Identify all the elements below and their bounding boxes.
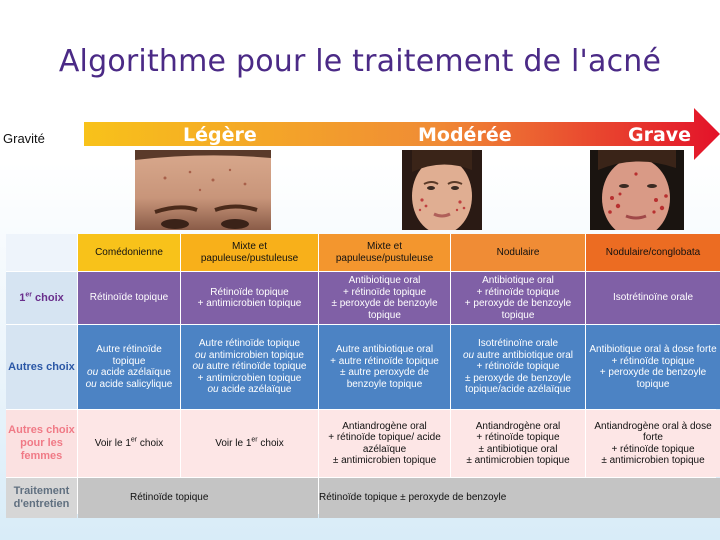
header-comedonienne: Comédonienne — [78, 234, 180, 271]
cell-line: + rétinoïde topique — [476, 286, 560, 298]
row-label-first-rest: choix — [31, 291, 64, 304]
cell-ou: ou — [195, 349, 207, 361]
cell-line: + rétinoïde topique — [611, 355, 695, 367]
first-choice-cell — [78, 272, 180, 324]
cell-line: choix — [137, 437, 164, 449]
severity-level-moderee: Modérée — [418, 124, 512, 146]
cell-line: + peroxyde de benzoyle topique — [599, 367, 707, 390]
first-choice-cell — [319, 272, 450, 324]
cell-line: Antiandrogène oral à dose forte — [594, 420, 712, 443]
cell-ou: ou — [207, 384, 219, 396]
first-choice-cell — [181, 272, 318, 324]
women-choice-cell — [451, 410, 585, 477]
cell-line: + antimicrobien topique — [197, 298, 302, 309]
cell-line: Antibiotique oral — [482, 275, 554, 286]
cell-line: Rétinoïde topique — [210, 286, 289, 298]
cell-ou: ou — [462, 349, 475, 361]
cell-sup: er — [251, 436, 258, 444]
moderate-face-photo — [402, 150, 482, 230]
cell-line: ± antimicrobien topique — [332, 455, 437, 466]
cell-line: autre rétinoïde topique — [203, 361, 307, 373]
row-label-maintenance: Traitement d'entretien — [6, 478, 77, 518]
severity-level-grave: Grave — [628, 124, 692, 146]
cell-line: Voir le 1 — [215, 437, 252, 449]
other-choice-cell — [78, 325, 180, 409]
cell-line: ± peroxyde de benzoyle topique/acide azélaïque — [464, 372, 572, 396]
cell-line: Antibiotique oral à dose forte — [589, 344, 717, 355]
cell-line: ± antibiotique oral — [478, 443, 558, 455]
cell-line: Autre rétinoïde topique — [198, 338, 301, 350]
row-label-first-number: 1 — [19, 291, 26, 304]
women-choice-cell — [319, 410, 450, 477]
cell-line: ± antimicrobien topique — [466, 455, 570, 466]
cell-line: Rétinoïde topique — [89, 292, 169, 304]
cell-ou: ou — [85, 378, 97, 390]
header-nodulaire-conglobata: Nodulaire/conglobata — [586, 234, 720, 271]
cell-line: Voir le 1 — [94, 437, 131, 449]
severity-level-legere: Légère — [183, 124, 257, 146]
cell-line: acide azélaïque — [98, 367, 171, 378]
cell-ou: ou — [87, 367, 99, 378]
row-label-first-choice — [6, 272, 77, 324]
forehead-photo — [135, 150, 271, 230]
other-choice-cell — [586, 325, 720, 409]
cell-line: Antiandrogène oral — [475, 420, 561, 432]
severe-face-photo — [590, 150, 684, 230]
cell-line: + rétinoïde topique — [342, 286, 427, 298]
cell-ou: ou — [192, 361, 204, 373]
cell-line: Antiandrogène oral — [342, 420, 427, 432]
maintenance-cell-other: Rétinoïde topique ± peroxyde de benzoyle — [319, 478, 720, 518]
first-choice-cell — [451, 272, 585, 324]
cell-line: + rétinoïde topique — [476, 361, 560, 373]
cell-line: Autre antibiotique oral — [335, 344, 434, 355]
header-mixte-1: Mixte et papuleuse/pustuleuse — [181, 234, 318, 271]
header-mixte-2: Mixte et papuleuse/pustuleuse — [319, 234, 450, 271]
cell-line: ± peroxyde de benzoyle topique — [331, 298, 438, 321]
cell-line: Antibiotique oral — [348, 275, 421, 286]
header-nodulaire: Nodulaire — [451, 234, 585, 271]
table-corner — [6, 234, 77, 271]
page-title: Algorithme pour le traitement de l'acné — [58, 44, 662, 79]
maintenance-cell-comedonal: Rétinoïde topique — [78, 478, 318, 518]
row-label-other-choices: Autres choix — [6, 325, 77, 409]
cell-line: autre antibiotique oral — [474, 349, 574, 361]
cell-line: + rétinoïde topique/ acide azélaïque — [328, 432, 441, 455]
cell-line: + rétinoïde topique — [476, 432, 560, 443]
women-choice-cell — [586, 410, 720, 477]
row-label-first-sup: er — [25, 290, 32, 298]
treatment-table — [6, 234, 716, 514]
cell-line: antimicrobien topique — [206, 349, 304, 361]
cell-line: Autre rétinoïde topique — [96, 344, 162, 367]
cell-line: ± autre peroxyde de benzoyle topique — [340, 367, 429, 390]
cell-line: Isotrétinoïne orale — [477, 338, 559, 350]
women-choice-cell — [181, 410, 318, 477]
women-choice-cell — [78, 410, 180, 477]
cell-line: Isotrétinoïne orale — [612, 292, 694, 304]
cell-line: ± antimicrobien topique — [601, 455, 705, 466]
cell-line: + antimicrobien topique — [197, 372, 302, 384]
cell-line: choix — [257, 437, 284, 449]
other-choice-cell — [319, 325, 450, 409]
cell-line: acide azélaïque — [218, 384, 292, 396]
row-label-other-women: Autres choix pour les femmes — [6, 410, 77, 477]
cell-line: + peroxyde de benzoyle topique — [464, 298, 572, 321]
cell-sup: er — [130, 436, 138, 444]
first-choice-cell — [586, 272, 720, 324]
cell-line: + rétinoïde topique — [611, 443, 695, 455]
cell-line: + autre rétinoïde topique — [330, 355, 439, 367]
other-choice-cell — [451, 325, 585, 409]
severity-label: Gravité — [3, 131, 45, 146]
cell-line: acide salicylique — [96, 378, 173, 390]
other-choice-cell — [181, 325, 318, 409]
